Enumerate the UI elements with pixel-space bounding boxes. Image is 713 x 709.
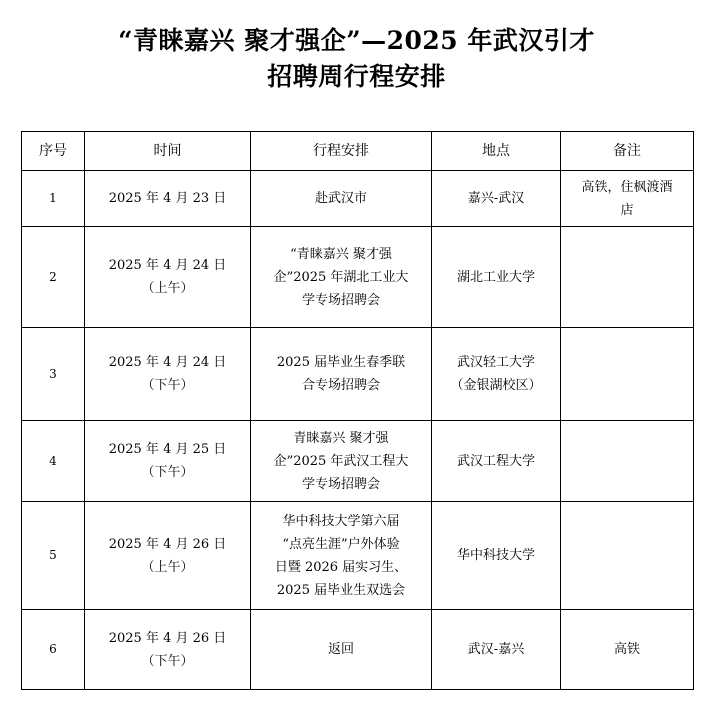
cell-plan-line: 华中科技大学第六届 <box>282 513 400 529</box>
cell-note <box>561 421 694 502</box>
cell-note <box>561 328 694 421</box>
cell-plan-line: 企”2025 年湖北工业大 <box>273 269 409 285</box>
cell-plan-line: 日暨 2026 届实习生、 <box>274 559 408 575</box>
cell-venue-line: （金银湖校区） <box>450 378 542 393</box>
cell-time-line: （上午） <box>141 559 194 575</box>
cell-plan <box>251 227 432 328</box>
document-title-line-2: 招聘周行程安排 <box>267 62 446 91</box>
cell-plan <box>251 421 432 502</box>
cell-venue-line: 嘉兴-武汉 <box>467 191 525 206</box>
cell-plan-line: 2025 届毕业生春季联 <box>276 355 406 370</box>
schedule-table <box>21 131 694 690</box>
cell-time <box>85 421 251 502</box>
cell-note <box>561 502 694 610</box>
cell-plan <box>251 610 432 690</box>
cell-time-line: 2025 年 4 月 25 日 <box>108 442 227 457</box>
cell-plan-line: “点亮生涯”户外体验 <box>282 536 400 552</box>
table-row <box>22 227 694 328</box>
cell-seq: 4 <box>22 421 85 502</box>
cell-time-line: （下午） <box>141 653 194 669</box>
table-row <box>22 421 694 502</box>
cell-plan-line: 企”2025 年武汉工程大 <box>273 453 409 469</box>
cell-venue-line: 武汉轻工大学 <box>456 355 535 370</box>
cell-plan-line: 学专场招聘会 <box>301 476 380 492</box>
table-row <box>22 502 694 610</box>
cell-time <box>85 610 251 690</box>
header-venue: 地点 <box>432 132 561 171</box>
header-note: 备注 <box>561 132 694 171</box>
table-header-row <box>22 132 694 171</box>
cell-venue-line: 华中科技大学 <box>456 548 535 563</box>
cell-time-line: （下午） <box>141 378 194 393</box>
header-time: 时间 <box>85 132 251 171</box>
cell-time <box>85 328 251 421</box>
cell-venue <box>432 502 561 610</box>
cell-time-line: 2025 年 4 月 23 日 <box>108 191 227 206</box>
cell-venue <box>432 328 561 421</box>
table-row <box>22 610 694 690</box>
cell-plan-line: 2025 届毕业生双选会 <box>276 582 406 598</box>
cell-plan-line: “青睐嘉兴 聚才强 <box>290 246 392 262</box>
cell-venue-line: 湖北工业大学 <box>456 269 535 285</box>
cell-note <box>561 610 694 690</box>
document-title-line-1: “青睐嘉兴 聚才强企”—2025 年武汉引才 <box>118 26 595 55</box>
cell-seq: 1 <box>22 171 85 227</box>
cell-time-line: 2025 年 4 月 24 日 <box>108 355 227 370</box>
header-plan: 行程安排 <box>251 132 432 171</box>
cell-seq: 6 <box>22 610 85 690</box>
cell-time-line: （上午） <box>141 281 194 296</box>
cell-time-line: 2025 年 4 月 26 日 <box>108 630 227 646</box>
cell-plan-line: 赴武汉市 <box>314 191 367 206</box>
cell-note <box>561 171 694 227</box>
cell-note-line: 高铁 <box>613 642 640 657</box>
cell-venue-line: 武汉-嘉兴 <box>467 642 525 657</box>
cell-venue <box>432 421 561 502</box>
cell-plan-line: 返回 <box>327 642 354 657</box>
cell-plan <box>251 328 432 421</box>
cell-time <box>85 227 251 328</box>
cell-plan-line: 学专场招聘会 <box>301 292 380 308</box>
table-row <box>22 328 694 421</box>
cell-seq: 3 <box>22 328 85 421</box>
cell-venue <box>432 171 561 227</box>
cell-time-line: 2025 年 4 月 24 日 <box>108 258 227 273</box>
cell-seq: 5 <box>22 502 85 610</box>
cell-note <box>561 227 694 328</box>
cell-note-line: 高铁，住枫渡酒 <box>581 179 673 195</box>
table-row <box>22 171 694 227</box>
cell-time <box>85 502 251 610</box>
cell-plan-line: 青睐嘉兴 聚才强 <box>293 430 389 446</box>
cell-seq: 2 <box>22 227 85 328</box>
cell-note-line: 店 <box>620 202 634 218</box>
cell-time <box>85 171 251 227</box>
cell-time-line: （下午） <box>141 465 194 480</box>
cell-plan <box>251 171 432 227</box>
cell-venue <box>432 227 561 328</box>
cell-venue <box>432 610 561 690</box>
cell-plan-line: 合专场招聘会 <box>301 378 380 393</box>
cell-plan <box>251 502 432 610</box>
cell-venue-line: 武汉工程大学 <box>456 453 535 469</box>
cell-time-line: 2025 年 4 月 26 日 <box>108 536 227 552</box>
header-seq: 序号 <box>22 132 85 171</box>
